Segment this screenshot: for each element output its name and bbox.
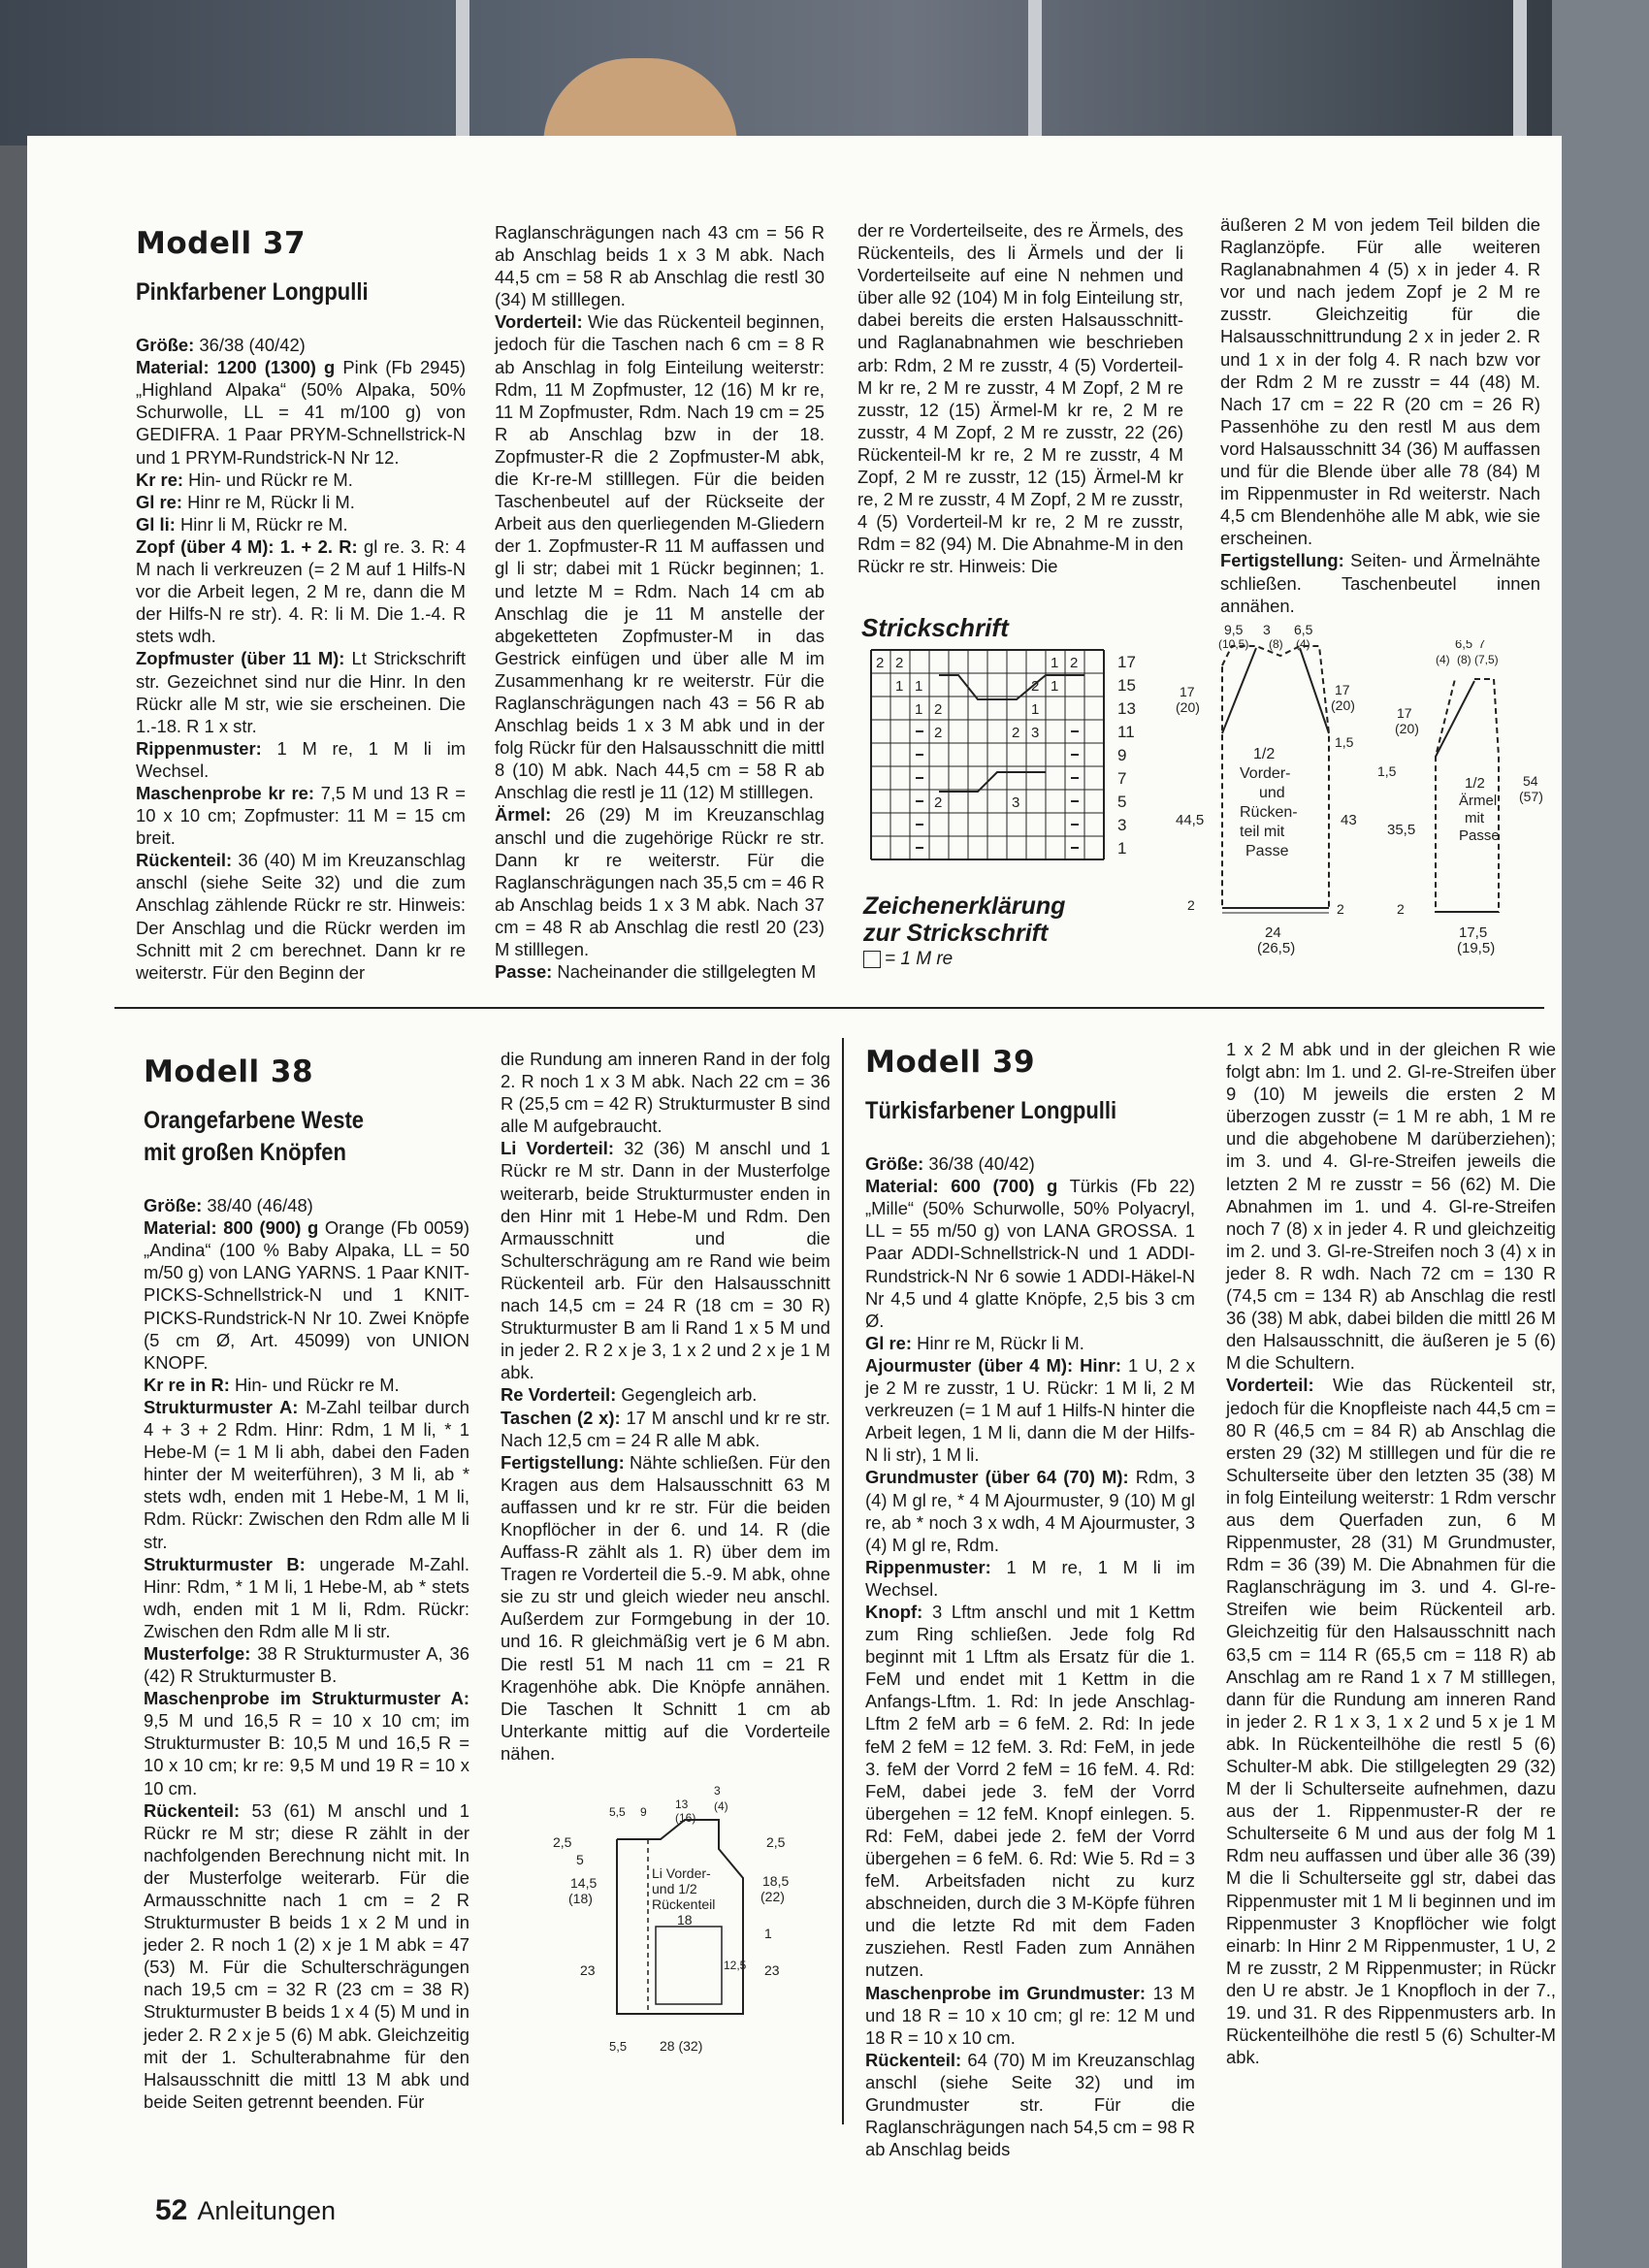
instruction-paragraph: [495, 310, 824, 803]
cable-line: [939, 675, 1084, 699]
chart-symbol: 1: [1051, 655, 1059, 671]
schematic-label: (4): [1296, 637, 1310, 651]
m38-subtitle-line: mit großen Knöpfen: [144, 1139, 346, 1167]
schematic-label: 28 (32): [660, 2038, 703, 2054]
schematic-label: 5,5: [609, 1805, 626, 1819]
instruction-label: Rückenteil:: [865, 2049, 962, 2070]
instruction-text: 64 (70) M im Kreuzanschlag anschl (siehe Seite 32) und im Grundmuster str. Für die Raglanschrägungen nach 54,5 cm = 98 R ab Anschlag beids: [865, 2049, 1195, 2160]
schematic-label: 7: [1478, 640, 1486, 651]
schematic-label: 13: [675, 1798, 689, 1811]
schematic-label: Li Vorder-: [652, 1865, 711, 1881]
instruction-label: Größe:: [136, 335, 195, 356]
instruction-text: 1 U, 2 x je 2 M re zusstr, 1 U. Rückr: 1 M li, 2 M verkreuzen (= 1 M auf 1 Hilfs-N hinter die Arbeit legen, 1 M li, dann die M der Hilfs-N li str), 1 M li.: [865, 1354, 1195, 1466]
schematic-label: (8): [1269, 637, 1283, 651]
chart-symbol: 2: [895, 655, 904, 671]
chart-row-number: 13: [1117, 699, 1136, 718]
instruction-text: 1 x 2 M abk und in der gleichen R wie folgt abn: Im 1. und 2. Gl-re-Streifen über 9 (10) M jeweils die ersten 2 M überzogen zusstr (= 1 M re abh, 1 M re und die abgehobene M darüberziehen); im 3. und 4. Gl-re-Streifen jeweils die letzten 2 M re zusstr = 56 (62) M. Die Abnahmen im 1. und 4. Gl-re-Streifen noch 7 (8) x in jeder 4. R und gleichzeitig im 2. und 3. Gl-re-Streifen noch 3 (4) x in jeder 8. R wdh. Nach 72 cm = 130 R (74,5 cm = 134 R) ab Anschlag die restl 36 (38) M abk, dabei bilden die mittl 26 M den Halsausschnitt, die äußeren je 5 (6) M die Schultern.: [1226, 1039, 1556, 1374]
instruction-label: Maschenprobe kr re:: [136, 782, 314, 803]
instruction-paragraph: [501, 1048, 830, 1137]
instruction-paragraph: [136, 491, 466, 513]
m38-text: [501, 1048, 830, 1765]
instruction-label: Zopf (über 4 M): 1. + 2. R:: [136, 535, 358, 557]
schematic-label: 2: [1187, 897, 1195, 913]
m38-text: [144, 1194, 469, 2113]
schematic-label: Passe: [1245, 843, 1289, 859]
chart-row-number: 9: [1117, 746, 1127, 764]
instruction-label: Grundmuster (über 64 (70) M):: [865, 1467, 1129, 1488]
instruction-label: Rippenmuster:: [865, 1556, 991, 1577]
schematic-label: 18: [677, 1912, 693, 1928]
instruction-label: Gl re:: [136, 491, 183, 512]
schematic-label: 2,5: [553, 1834, 572, 1850]
instruction-text: gl re. 3. R: 4 M nach li verkreuzen (= 2 M auf 1 Hilfs-N vor die Arbeit legen, 2 M re, dann die M der Hilfs-N re str). 4. R: li M. Die 1.-4. R stets wdh.: [136, 535, 467, 647]
m37-column-3: [857, 219, 1183, 578]
instruction-label: Li Vorderteil:: [501, 1138, 615, 1159]
instruction-text: 38 R Strukturmuster A, 36 (42) R Strukturmuster B.: [144, 1642, 469, 1687]
chart-row-number: 5: [1117, 793, 1127, 811]
m39-column-2: [1226, 1038, 1556, 2068]
instruction-label: Zopfmuster (über 11 M):: [136, 648, 345, 669]
instruction-label: Passe:: [495, 961, 553, 983]
instruction-text: Rdm, 3 (4) M gl re, * 4 M Ajourmuster, 9 (10) M gl re, ab * noch 3 x wdh, 4 M Ajourmuster, 3 (4) M gl re, Rdm.: [865, 1467, 1195, 1555]
instruction-label: Ärmel:: [495, 804, 552, 826]
schematic-label: 54: [1523, 773, 1538, 789]
chart-row-number: 17: [1117, 653, 1136, 671]
instruction-paragraph: [1226, 1038, 1556, 1374]
instruction-paragraph: [136, 849, 466, 984]
schematic-label: 6,5: [1294, 622, 1313, 637]
chart-row-number: 15: [1117, 676, 1136, 695]
instruction-paragraph: [144, 1642, 469, 1687]
instruction-text: Hinr re M, Rückr li M.: [182, 491, 355, 512]
instruction-paragraph: [136, 356, 466, 468]
instruction-paragraph: [865, 1175, 1195, 1332]
schematic-label: 18,5: [762, 1873, 790, 1889]
schematic-label: 1: [764, 1926, 772, 1941]
instruction-text: Wie das Rückenteil beginnen, jedoch für die Taschen nach 6 cm = 8 R ab Anschlag in folg Einteilung weiterstr: Rdm, 11 M Zopfmuster, 12 (16) M kr re, 11 M Zopfmuster, Rdm. Nach 19 cm = 25 R ab Anschlag bzw in der 18. Zopfmuster-R die 2 Zopfmuster-M abk, die Kr-re-M stilllegen. Für die beiden Taschenbeutel auf der Rückseite der Arbeit aus den querliegenden M-Gliedern der 1. Zopfmuster-R 11 M auffassen und gl li str; dabei mit 1 Rückr beginnen; 1. und letzte M = Rdm. Nach 14 cm ab Anschlag die je 11 M anstelle der abgeketteten Zopfmuster-M in das Gestrick einfügen und über alle M im Zusammenhang kr re weiterstr. Für die Raglanschrägungen nach 43 = 56 R ab Anschlag beids 1 x 3 M abk und in der folg Rückr für den Halsausschnitt die mittl 8 (10) M abk. Nach 44,5 cm = 58 R ab Anschlag die restl je 11 (12) M stilllegen.: [495, 311, 824, 803]
m39-column-1: [865, 1045, 1196, 2160]
schematic-label: 12,5: [724, 1959, 747, 1972]
m37-text: [136, 334, 466, 984]
instruction-paragraph: [144, 1687, 469, 1798]
instruction-label: Vorderteil:: [495, 311, 583, 333]
window-frame: [456, 0, 469, 146]
instruction-text: 17 M anschl und kr re str. Nach 12,5 cm = 24 R alle M abk.: [501, 1407, 830, 1450]
schematic-label: (16): [675, 1811, 696, 1825]
schematic-label: 2: [1337, 901, 1344, 917]
instruction-label: Ajourmuster (über 4 M): Hinr:: [865, 1354, 1121, 1376]
instruction-label: Material: 800 (900) g: [144, 1217, 319, 1239]
instruction-label: Fertigstellung:: [1220, 550, 1344, 571]
instruction-label: Material: 600 (700) g: [865, 1176, 1058, 1197]
instruction-text: die Rundung am inneren Rand in der folg 2. R noch 1 x 3 M abk. Nach 22 cm = 36 R (25,5 cm = 42 R) Strukturmuster B sind alle M aufgebraucht.: [501, 1049, 830, 1137]
schematic-label: (19,5): [1457, 940, 1496, 956]
schematic-label: (26,5): [1257, 940, 1296, 956]
schematic-label: 9: [640, 1805, 647, 1819]
instruction-text: 1 M re, 1 M li im Wechsel.: [136, 737, 466, 781]
instruction-label: Gl re:: [865, 1332, 913, 1353]
chart-symbol: 1: [915, 678, 923, 695]
instruction-text: 3 Lftm anschl und mit 1 Kettm zum Ring schließen. Jede folg Rd beginnt mit 1 Lftm als Ersatz für die 1. FeM und endet mit 1 Kettm in die Anfangs-Lftm. 1. Rd: In jede Anschlag-Lftm 2 feM arb = 6 feM. 2. Rd: In jede feM 2 feM = 12 feM. 3. Rd: FeM, in jede 3. feM der Vorrd 2 feM = 16 feM. 4. Rd: FeM, dabei jede 3. feM der Vorrd übergehen = 12 feM. Knopf einlegen. 5. Rd: FeM, dabei jede 2. feM der Vorrd übergehen = 6 feM. 6. Rd: Wie 5. Rd = 3 feM. Arbeitsfaden nicht zu kurz abschneiden, durch die 3 M-Köpfe führen und die letzte Rd mit dem Faden zusziehen. Restl Faden zum Annähen nutzen.: [865, 1601, 1195, 1981]
schematic-label: (20): [1331, 697, 1355, 713]
instruction-paragraph: [136, 647, 466, 736]
page-footer: [155, 2194, 336, 2227]
schematic-label: 6,5: [1455, 640, 1473, 651]
chart-symbol: 2: [934, 701, 943, 718]
instruction-paragraph: [865, 1466, 1195, 1555]
instruction-label: Maschenprobe im Grundmuster:: [865, 1982, 1147, 2003]
schematic-label: Passe: [1459, 827, 1500, 844]
schematic-label: Vorder-: [1240, 765, 1291, 782]
m37-text: [857, 219, 1183, 578]
schematic-sleeve: [1377, 640, 1552, 970]
instruction-label: Taschen (2 x):: [501, 1407, 621, 1428]
instruction-text: äußeren 2 M von jedem Teil bilden die Raglanzöpfe. Für alle weiteren Raglanabnahmen 4 (5) x in jeder 4. R vor und nach jedem Zopf je 2 M re zusstr. Gleichzeitig für die Halsausschnittrundung 2 x in jeder 2. R und 1 x in der folg 4. R nach bzw vor der Rdm 2 M re zusstr = 44 (48) M. Nach 17 cm = 22 R (20 cm = 26 R) Passenhöhe zu den restl M aus dem vord Halsausschnitt 34 (36) M auffassen und für die Blende über alle 78 (84) M im Rippenmuster in Rd weiterstr. Nach 4,5 cm Blendenhöhe alle M abk, wie sie erscheinen.: [1220, 214, 1540, 549]
instruction-paragraph: [136, 513, 466, 535]
schematic-label: (10,5): [1218, 637, 1249, 651]
chart-symbol: 1: [1031, 701, 1040, 718]
schematic-label: 1,5: [1335, 734, 1354, 750]
instruction-paragraph: [865, 1601, 1195, 1982]
instruction-label: Strukturmuster B:: [144, 1553, 306, 1574]
schematic-label: (4): [714, 1799, 728, 1813]
instruction-label: Strukturmuster A:: [144, 1396, 299, 1417]
instruction-paragraph: [144, 1374, 469, 1396]
instruction-paragraph: [495, 960, 824, 983]
schematic-label: (8): [1457, 653, 1471, 666]
knit-symbol-box: [863, 951, 881, 968]
instruction-paragraph: [136, 334, 466, 356]
chart-symbol: 1: [895, 678, 904, 695]
legend-title: [863, 892, 1065, 947]
schematic-label: 5,5: [609, 2039, 628, 2054]
instruction-text: Hin- und Rückr re M.: [229, 1374, 400, 1395]
m37-text: [495, 221, 824, 983]
page-edge: [1552, 0, 1649, 2268]
chart-symbol: 2: [876, 655, 885, 671]
m37-title: Modell 37: [136, 226, 307, 261]
legend-item: [863, 949, 953, 970]
instruction-label: Knopf:: [865, 1601, 923, 1622]
schematic-label: 17,5: [1459, 924, 1488, 941]
schematic-label: 17: [1397, 705, 1412, 721]
schematic-label: 23: [580, 1962, 596, 1978]
window-frame: [1513, 0, 1527, 146]
instruction-paragraph: [136, 737, 466, 782]
instruction-text: 26 (29) M im Kreuzanschlag anschl und die zugehörige Rückr re str. Dann kr re weiterstr. Für die Raglanschrägungen nach 35,5 cm = 46 R ab Anschlag beids 1 x 3 M abk. Nach 37 cm = 48 R ab Anschlag die restl 20 (23) M stilllegen.: [495, 804, 824, 959]
instruction-paragraph: [865, 1982, 1195, 2049]
schematic-label: (57): [1519, 789, 1543, 804]
schematic-label: (20): [1176, 699, 1200, 715]
m38-subtitle: [144, 1105, 431, 1169]
schematic-body: [1174, 617, 1368, 966]
m38-subtitle-line: Orangefarbene Weste: [144, 1107, 365, 1135]
chart-symbol: 1: [1051, 678, 1059, 695]
m37-column-1: [136, 226, 467, 984]
instruction-label: Größe:: [865, 1153, 924, 1175]
schematic-label: 3: [1263, 622, 1271, 637]
section-name: Anleitungen: [197, 2196, 336, 2225]
schematic-label: (4): [1436, 653, 1450, 666]
instruction-label: Rückenteil:: [136, 850, 233, 871]
instruction-paragraph: [136, 782, 466, 849]
instruction-text: 36 (40) M im Kreuzanschlag anschl (siehe Seite 32) und die zum Anschlag zählende Rückr re str. Hinweis: Der Anschlag und die Rückr werden im Schnitt mit 2 cm berechnet. Dann kr re weiterstr. Für den Beginn der: [136, 850, 466, 983]
chart-row-number: 3: [1117, 816, 1127, 834]
instruction-text: Nähte schließen. Für den Kragen aus dem Halsausschnitt 63 M auffassen und kr re str. Für die beiden Knopflöcher in der 6. und 14. R (die Auffass-R zählt als 1. R) über dem im Tragen re Vorderteil die 5.-9. M abk, ohne sie zu str und gleich wieder neu anschl. Außerdem zur Formgebung in der 10. und 16. R gleichmäßig vert je 6 M abn. Die restl 51 M nach 11 cm = 21 R Kragenhöhe abk. Die Knöpfe annähen. Die Taschen lt Schnitt 1 cm ab Unterkante mittig auf die Vorderteile nähen.: [501, 1451, 830, 1764]
instruction-paragraph: [501, 1407, 830, 1451]
m39-text: [1226, 1038, 1556, 2068]
chart-symbol: 2: [934, 794, 943, 811]
m38-column-2: [501, 1048, 830, 1765]
m39-text: [865, 1152, 1195, 2160]
chart-symbol: 3: [1012, 794, 1020, 811]
chart-symbol: 3: [1031, 725, 1040, 741]
instruction-paragraph: [1220, 213, 1540, 549]
instruction-text: Raglanschrägungen nach 43 cm = 56 R ab Anschlag beids 1 x 3 M abk. Nach 44,5 cm = 58 R ab Anschlag die restl 30 (34) M stilllegen.: [495, 222, 824, 310]
schematic-label: (20): [1395, 721, 1419, 736]
instruction-label: Maschenprobe im Strukturmuster A:: [144, 1688, 469, 1709]
instruction-text: 13 M und 18 R = 10 x 10 cm; gl re: 12 M und 18 R = 10 x 10 cm.: [865, 1982, 1196, 2048]
instruction-paragraph: [865, 1332, 1195, 1354]
schematic-label: Rücken-: [1240, 804, 1298, 821]
instruction-text: 9,5 M und 16,5 R = 10 x 10 cm; im Strukturmuster B: 10,5 M und 16,5 R = 10 x 10 cm; kr re: 9,5 M und 19 R = 10 x 10 cm.: [144, 1710, 469, 1798]
legend-title-line: zur Strickschrift: [863, 920, 1049, 947]
m37-column-2: [495, 221, 824, 983]
schematic-label: 43: [1341, 812, 1357, 828]
knitting-chart: [861, 646, 1181, 865]
instruction-label: Vorderteil:: [1226, 1375, 1314, 1396]
m38-column-1: [144, 1054, 470, 2113]
schematic-label: und: [1259, 785, 1285, 801]
schematic-label: 2,5: [766, 1834, 786, 1850]
instruction-paragraph: [144, 1194, 469, 1216]
instruction-paragraph: [865, 1354, 1195, 1466]
schematic-label: mit: [1465, 810, 1484, 826]
instruction-text: 32 (36) M anschl und 1 Rückr re M str. Dann in der Musterfolge weiterarb, beide Strukturmuster enden in den Hinr mit 1 Hebe-M und Rdm. Den Armausschnitt und die Schulterschrägung am re Rand wie beim Rückenteil arb. Für den Halsausschnitt nach 14,5 cm = 24 R (18 cm = 30 R) Strukturmuster B am li Rand 1 x 5 M und in jeder 2. R 2 x je 3, 1 x 2 und 2 x je 1 M abk.: [501, 1138, 830, 1383]
instruction-paragraph: [865, 1556, 1195, 1601]
instruction-text: Türkis (Fb 22) „Mille“ (50% Schurwolle, 50% Polyacryl, LL = 55 m/50 g) von LANA GROSSA. 1 Paar ADDI-Schnellstrick-N und 1 ADDI-Rundstrick-N Nr 6 sowie 1 ADDI-Häkel-N Nr 4,5 und 4 glatte Knöpfe, 2,5 bis 3 cm Ø.: [865, 1176, 1195, 1331]
legend-title-line: Zeichenerklärung: [863, 892, 1066, 920]
instruction-paragraph: [136, 535, 466, 647]
chart-symbol: 2: [934, 725, 943, 741]
instruction-text: M-Zahl teilbar durch 4 + 3 + 2 Rdm. Hinr: Rdm, 1 M li, * 1 Hebe-M (= 1 M li abh, dabei den Faden hinter der M weiterführen), 3 M li, ab * stets wdh, enden mit 1 Hebe-M, 1 M li, Rdm. Rückr: Zwischen den Rdm alle M li str.: [144, 1396, 469, 1552]
schematic-label: Ärmel: [1459, 793, 1498, 809]
instruction-label: Re Vorderteil:: [501, 1384, 617, 1406]
instruction-paragraph: [1220, 549, 1540, 616]
schematic-label: und 1/2: [652, 1881, 697, 1896]
instruction-text: ungerade M-Zahl. Hinr: Rdm, * 1 M li, 1 Hebe-M, ab * stets wdh, enden mit 1 M li, Rdm. Rückr: Zwischen den Rdm alle M li str.: [144, 1553, 469, 1641]
instruction-text: Seiten- und Ärmelnähte schließen. Taschenbeutel innen annähen.: [1220, 550, 1540, 616]
model-hair-photo: [543, 58, 737, 146]
instruction-paragraph: [865, 1152, 1195, 1175]
schematic-vest: [549, 1781, 840, 2062]
photo-strip: [0, 0, 1649, 146]
schematic-label: 9,5: [1224, 622, 1244, 637]
instruction-paragraph: [501, 1451, 830, 1765]
schematic-label: 17: [1335, 682, 1350, 697]
instruction-text: Lt Strickschrift str. Gezeichnet sind nur die Hinr. In den Rückr alle M str, wie sie erscheinen. Die 1.-18. R 1 x str.: [136, 648, 466, 736]
instruction-paragraph: [144, 1553, 469, 1642]
instruction-label: Größe:: [144, 1195, 203, 1216]
schematic-label: 14,5: [570, 1875, 598, 1891]
schematic-label: 3: [714, 1784, 721, 1798]
schematic-label: 17: [1180, 684, 1195, 699]
chart-title: Strickschrift: [861, 613, 1009, 642]
chart-row-number: 11: [1117, 723, 1135, 741]
instruction-paragraph: [136, 469, 466, 491]
m39-title: Modell 39: [865, 1045, 1036, 1080]
chart-row-number: 7: [1117, 769, 1127, 788]
m39-subtitle: Türkisfarbener Longpulli: [865, 1097, 1117, 1125]
schematic-label: 1/2: [1465, 775, 1485, 792]
instruction-text: 7,5 M und 13 R = 10 x 10 cm; Zopfmuster: 11 M = 15 cm breit.: [136, 782, 466, 849]
instruction-label: Rückenteil:: [144, 1799, 241, 1821]
instruction-text: 53 (61) M anschl und 1 Rückr re M str; diese R zählt in der nachfolgenden Berechnung nicht mit. In der Musterfolge weiterarb. Für die Armausschnitte nach 1 cm = 2 R Strukturmuster B beids 1 x 2 M und in jeder 2. R noch 1 (2) x je 1 M abk = 47 (53) M. Für die Schulterschrägungen nach 19,5 cm = 32 R (23 cm = 38 R) Strukturmuster B beids 1 x 4 (5) M und in jeder 2. R 2 x je 5 (6) M abk. Gleichzeitig mit der 1. Schulterabnahme für den Halsausschnitt die mittl 13 M abk und beide Seiten getrennt beenden. Für: [144, 1799, 469, 2112]
instruction-text: 36/38 (40/42): [194, 335, 306, 356]
schematic-label: 35,5: [1387, 822, 1416, 838]
instruction-paragraph: [865, 2049, 1195, 2160]
schematic-label: 44,5: [1176, 812, 1205, 828]
cable-line: [939, 772, 1046, 792]
chart-symbol: 2: [1031, 678, 1040, 695]
instruction-text: Pink (Fb 2945) „Highland Alpaka“ (50% Alpaka, 50% Schurwolle, LL = 41 m/100 g) von GEDIFRA. 1 Paar PRYM-Schnellstrick-N und 1 PRYM-Rundstrick-N Nr 12.: [136, 357, 466, 468]
chart-symbol: 1: [915, 701, 923, 718]
chart-symbols: [876, 655, 1078, 811]
instruction-paragraph: [144, 1216, 469, 1374]
instruction-text: Orange (Fb 0059) „Andina“ (100 % Baby Alpaka, LL = 50 m/50 g) von LANG YARNS. 1 Paar KNIT-PICKS-Schnellstrick-N und 1 KNIT-PICKS-Rundstrick-N Nr 10. Zwei Knöpfe (5 cm Ø, Art. 45099) von UNION KNOPF.: [144, 1217, 470, 1373]
schematic-label: (18): [568, 1891, 593, 1906]
instruction-paragraph: [501, 1137, 830, 1383]
schematic-label: 1/2: [1253, 746, 1276, 762]
window-frame: [1028, 0, 1042, 146]
schematic-label: 2: [1397, 901, 1405, 917]
schematic-label: teil mit: [1240, 824, 1285, 840]
schematic-label: 23: [764, 1962, 780, 1978]
m37-text: [1220, 213, 1540, 617]
chart-row-number: 1: [1117, 839, 1127, 858]
schematic-label: 5: [576, 1852, 584, 1867]
instruction-text: Hin- und Rückr re M.: [183, 469, 353, 490]
m38-title: Modell 38: [144, 1054, 314, 1089]
chart-symbol: 2: [1070, 655, 1079, 671]
instruction-text: Nacheinander die stillgelegten M: [552, 961, 817, 983]
instruction-paragraph: [857, 219, 1183, 578]
instruction-label: Kr re:: [136, 469, 184, 490]
instruction-text: Gegengleich arb.: [616, 1384, 758, 1406]
instruction-text: Wie das Rückenteil str, jedoch für die Knopfleiste nach 44,5 cm = 80 R (46,5 cm = 84 R) ab Anschlag die ersten 29 (32) M stilllegen und für die re Schulterseite über den letzten 35 (38) M in folg Einteilung weiterstr: 1 Rdm verschr aus dem Querfaden zun, 6 M Rippenmuster, 28 (31) M Grundmuster, Rdm = 36 (39) M. Die Abnahmen für die Raglanschrägung im 3. und 4. Gl-re-Streifen wie beim Rückenteil arb. Gleichzeitig für den Halsausschnitt nach 63,5 cm = 114 R (65,5 cm = 118 R) ab Anschlag am re Rand 1 x 7 M stilllegen, dann für die Rundung am inneren Rand in jeder 2. R 1 x 3, 1 x 2 und 5 x je 1 M abk. In Rückenteilhöhe die restl 5 (6) Schulter-M abk. Die stillgelegten 29 (32) M der li Schulterseite aufnehmen, dazu aus der 1. Rippenmuster-R der re Schulterseite 6 M und aus der folg M 1 Rdm neu auffassen und über alle 36 (39) M die li Schulterseite ggl str, dabei das Rippenmuster mit 1 M li beginnen und im Rippenmuster 3 Knopflöcher wie folgt einarb: In Hinr 2 M Rippenmuster, 1 U, 2 M re zusstr, 2 M Rippenmuster; in Rückr den U re abstr. Je 1 Knopfloch in der 7., 19. und 31. R des Rippenmusters arb. In Rückenteilhöhe die restl 5 (6) Schulter-M abk.: [1226, 1375, 1556, 2068]
instruction-text: 1 M re, 1 M li im Wechsel.: [865, 1556, 1195, 1600]
m37-subtitle: Pinkfarbener Longpulli: [136, 278, 369, 307]
instruction-label: Rippenmuster:: [136, 737, 262, 759]
schematic-label: Rückenteil: [652, 1896, 716, 1912]
section-divider: [114, 1007, 1544, 1009]
instruction-text: 38/40 (46/48): [202, 1195, 313, 1216]
instruction-label: Fertigstellung:: [501, 1451, 625, 1473]
instruction-paragraph: [501, 1383, 830, 1406]
instruction-label: Musterfolge:: [144, 1642, 251, 1664]
instruction-text: der re Vorderteilseite, des re Ärmels, des Rückenteils, des li Ärmels und der li Vorderteilseite auf eine N nehmen und über alle 92 (104) M in folg Einteilung str, dabei bereits die ersten Halsausschnitt- und Raglanabnahmen wie beschrieben arb: Rdm, 2 M re zusstr, 4 (5) Vorderteil-M kr re, 2 M re zusstr, 4 M Zopf, 2 M re zusstr, 12 (15) Ärmel-M kr re, 2 M re zusstr, 4 M Zopf, 2 M re zusstr, 22 (26) Rückenteil-M kr re, 2 M re zusstr, 4 M Zopf, 2 M re zusstr, 12 (15) Ärmel-M kr re, 2 M re zusstr, 4 M Zopf, 2 M re zusstr, 4 (5) Vorderteil-M kr re, 2 M re zusstr, Rdm = 82 (94) M. Die Abnahme-M in den Rückr re str. Hinweis: Die: [857, 220, 1183, 577]
instruction-text: 36/38 (40/42): [923, 1153, 1035, 1175]
schematic-label: 1,5: [1377, 763, 1397, 779]
schematic-label: (22): [760, 1889, 785, 1904]
chart-symbol: 2: [1012, 725, 1020, 741]
instruction-text: Hinr re M, Rückr li M.: [912, 1332, 1084, 1353]
schematic-label: 24: [1265, 924, 1281, 941]
instruction-label: Gl li:: [136, 513, 176, 535]
m37-column-4: [1220, 213, 1540, 617]
legend-item-text: = 1 M re: [885, 949, 954, 969]
instruction-paragraph: [144, 1799, 469, 2113]
column-divider: [842, 1038, 844, 2124]
instruction-label: Kr re in R:: [144, 1374, 230, 1395]
instruction-paragraph: [1226, 1374, 1556, 2068]
instruction-text: Hinr li M, Rückr re M.: [175, 513, 348, 535]
page-number: 52: [155, 2194, 188, 2226]
instruction-paragraph: [495, 221, 824, 310]
instruction-paragraph: [495, 803, 824, 960]
instruction-paragraph: [144, 1396, 469, 1553]
chart-grid: [871, 650, 1104, 859]
instruction-label: Material: 1200 (1300) g: [136, 357, 336, 378]
schematic-label: (7,5): [1474, 653, 1499, 666]
